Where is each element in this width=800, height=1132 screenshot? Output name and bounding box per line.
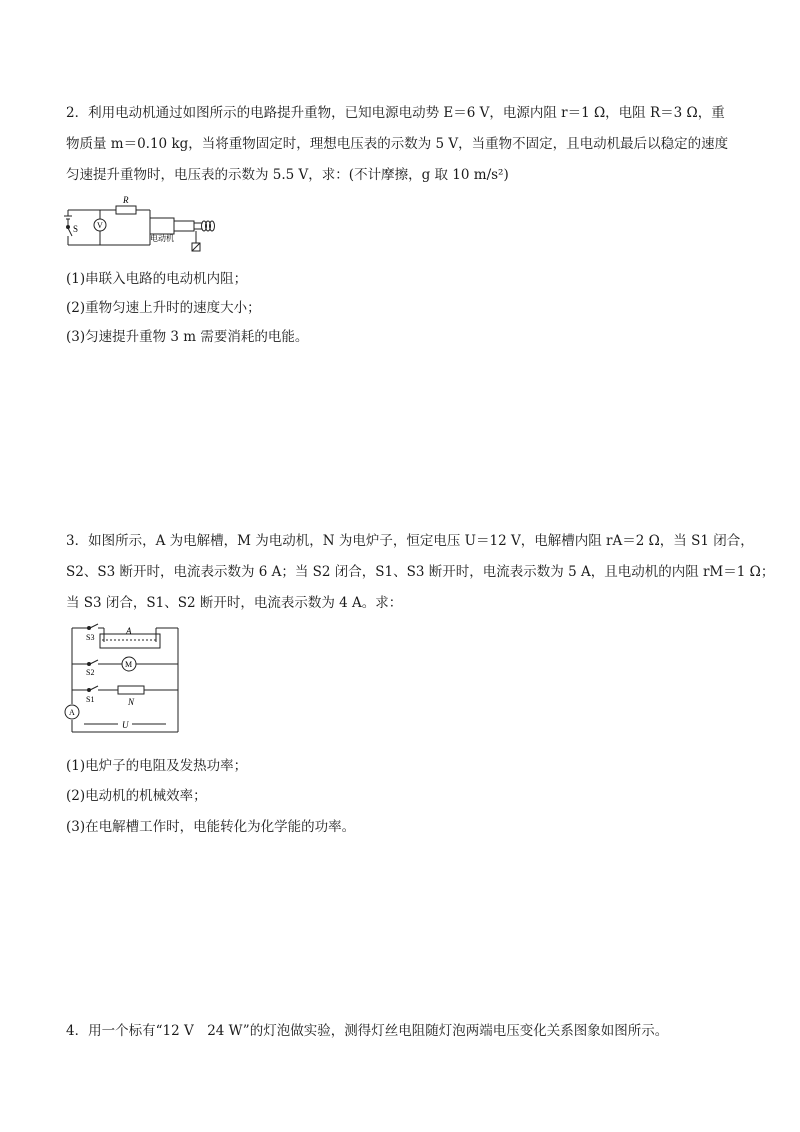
problem3-line2: S2、S3 断开时，电流表示数为 6 A；当 S2 闭合，S1、S3 断开时，电流表示数为 5 A，且电动机的内阻 rM＝1 Ω； [66,564,775,580]
heater-N-label: N [128,697,135,707]
motor-M-label: M [125,660,133,669]
problem4-line1: 4．用一个标有“12 V 24 W”的灯泡做实验，测得灯丝电阻随灯泡两端电压变化关系图象如图所示。 [66,1023,669,1039]
problem2-line3: 匀速提升重物时，电压表的示数为 5.5 V，求：(不计摩擦，g 取 10 m/s²) [66,167,509,183]
problem3-question2: (2)电动机的机械效率； [66,788,207,804]
ammeter-label: A [69,708,75,717]
problem3-line3: 当 S3 闭合，S1、S2 断开时，电流表示数为 4 A。求： [66,595,403,611]
resistor-R-label: R [123,195,129,205]
problem3-question1: (1)电炉子的电阻及发热功率； [66,758,248,774]
voltmeter-label: V [97,221,103,230]
switch-S2-label: S2 [86,668,95,677]
problem2-line2: 物质量 m＝0.10 kg，当将重物固定时，理想电压表的示数为 5 V，当重物不固定，且电动机最后以稳定的速度 [66,136,729,152]
problem3-line1: 3．如图所示，A 为电解槽，M 为电动机，N 为电炉子，恒定电压 U＝12 V，电解槽内阻 rA＝2 Ω，当 S1 闭合， [66,533,754,549]
switch-S1-label: S1 [86,695,95,704]
electrolytic-cell-label: A [126,626,132,636]
problem2-line1: 2．利用电动机通过如图所示的电路提升重物，已知电源电动势 E＝6 V，电源内阻 r＝1 Ω，电阻 R＝3 Ω，重 [66,105,725,121]
switch-S3-label: S3 [86,633,95,642]
switch-S-label: S [73,224,79,234]
problem2-question2: (2)重物匀速上升时的速度大小； [66,300,261,316]
problem3-question3: (3)在电解槽工作时，电能转化为化学能的功率。 [66,819,356,835]
voltage-U-label: U [122,720,129,730]
problem2-question1: (1)串联入电路的电动机内阻； [66,271,248,287]
motor-label: 电动机 [150,234,174,243]
electrolysis-circuit-diagram [62,620,186,740]
problem2-question3: (3)匀速提升重物 3 m 需要消耗的电能。 [66,329,309,345]
motor-circuit-diagram [62,190,222,260]
